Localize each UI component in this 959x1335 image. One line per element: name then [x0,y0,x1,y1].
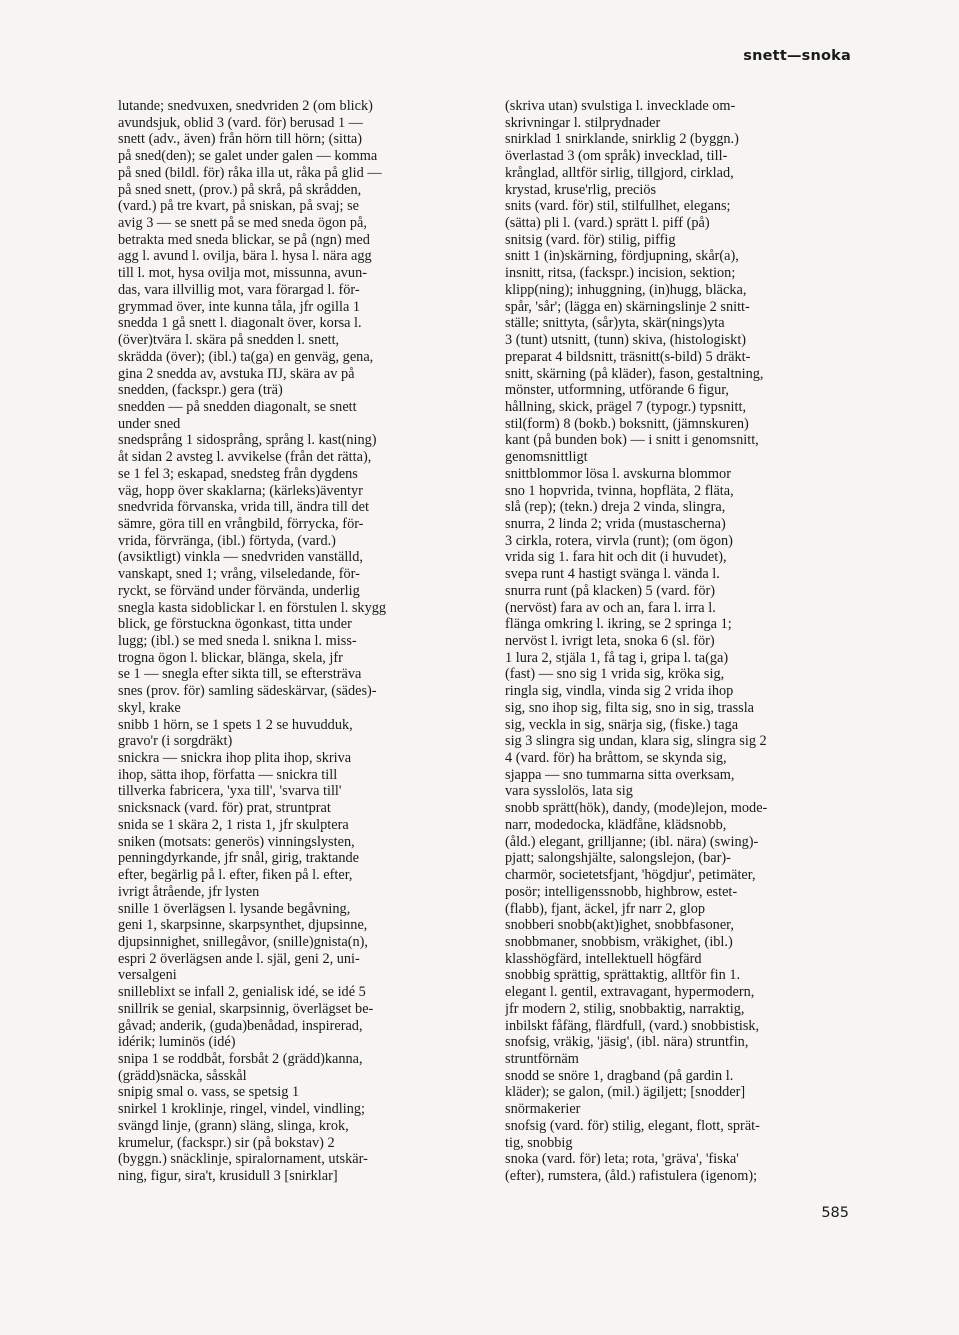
text-line: klipp(ning); inhuggning, (in)hugg, bläcka, [505,281,747,298]
page-number: 585 [821,1205,849,1221]
text-line: grymmad över, inte kunna tåla, jfr ogilla 1 [118,298,361,315]
text-line: krånglad, alltför sirlig, tillgjord, cirklad, [505,164,734,181]
text-line: gravo'r (i sorgdräkt) [118,733,233,750]
text-line: (grädd)snäcka, såsskål [118,1067,247,1084]
text-line: trogna ögon l. blickar, blänga, skela, jfr [118,649,343,666]
text-line: geni 1, skarpsinne, skarpsynthet, djupsinne, [118,917,368,934]
text-line: på sned (bildl. för) råka illa ut, råka på glid — [118,164,382,181]
text-line: jfr modern 2, stilig, snobbaktig, narraktig, [505,1000,745,1017]
right-column [505,98,850,1185]
text-line: skyl, krake [118,699,181,716]
text-line: agg l. avund l. ovilja, bära l. hysa l. nära agg [118,248,372,265]
text-line: (efter), rumstera, (åld.) rafistulera (igenom); [505,1168,758,1184]
text-line: lutande; snedvuxen, snedvriden 2 (om blick) [118,98,373,114]
text-line: 3 (tunt) utsnitt, (tunn) skiva, (histologiskt) [505,332,747,349]
text-line: snipa 1 se roddbåt, forsbåt 2 (grädd)kanna, [118,1050,363,1067]
text-line: sig 3 slingra sig undan, klara sig, slingra sig 2 [505,733,767,750]
text-line: under sned [118,415,181,432]
text-line: ning, figur, sira't, krusidull 3 [snirklar] [118,1168,338,1184]
text-line: idérik; luminös (idé) [118,1034,236,1051]
running-head: snett—snoka [743,48,851,64]
text-line: (byggn.) snäcklinje, spiralornament, utskär- [118,1151,368,1168]
text-line: krumelur, (fackspr.) sir (på bokstav) 2 [118,1134,335,1151]
text-line: kant (på bunden bok) — i snitt i genomsnitt, [505,432,759,449]
text-line: (vard.) på tre kvart, på sniskan, på svaj; se [118,198,359,215]
text-line: kläder); se galon, (mil.) ägiljett; [snodder] [505,1084,746,1101]
text-line: penningdyrkande, jfr snål, girig, traktande [118,850,359,867]
text-line: sig, sno ihop sig, filta sig, sno in sig, trassla [505,699,755,716]
text-line: väg, hopp över skaklarna; (kärleks)äventyr [118,482,363,499]
text-line: snille 1 överlägsen l. lysande begåvning, [118,900,351,917]
text-line: se 1 fel 3; eskapad, snedsteg från dygdens [118,465,358,482]
text-line: snedden — på snedden diagonalt, se snett [118,398,357,415]
text-line: (flabb), fjant, äckel, jfr narr 2, glop [505,900,706,917]
text-line: 1 lura 2, stjäla 1, få tag i, gripa l. ta(ga) [505,649,729,666]
text-line: vrida sig 1. fara hit och dit (i huvudet), [505,549,727,566]
text-line: snirkel 1 kroklinje, ringel, vindel, vindling; [118,1101,365,1118]
text-line: spår, 'sår'; (lägga en) skärningslinje 2 snitt- [505,298,750,315]
text-line: klasshögfärd, intellektuell högfärd [505,950,702,967]
text-line: snodd se snöre 1, dragband (på gardin l. [505,1067,734,1084]
text-line: (skriva utan) svulstiga l. invecklade om- [505,98,736,114]
text-line: nervöst l. ivrigt leta, snoka 6 (sl. för) [505,633,715,649]
text-line: mönster, utformning, utförande 6 figur, [505,382,729,399]
text-line: gåvad; anderik, (guda)benådad, inspirerad, [118,1017,363,1034]
text-line: snitt 1 (in)skärning, fördjupning, skår(a), [505,248,739,265]
text-line: snofsig (vard. för) stilig, elegant, flott, sprät- [505,1117,760,1134]
text-line: ringla sig, vindla, vinda sig 2 vrida ihop [505,683,734,700]
text-line: åt sidan 2 avsteg l. avvikelse (från det rätta), [118,449,372,466]
text-line: struntförnäm [505,1050,579,1067]
text-line: krystad, kruse'rlig, preciös [505,181,657,198]
text-line: (avsiktligt) vinkla — snedvriden vanställd, [118,549,363,566]
text-line: charmör, societetsfjant, 'högdjur', petimäter, [505,867,756,884]
text-line: sig, veckla in sig, snärja sig, (fiske.) taga [505,716,739,733]
text-line: snobb sprätt(hök), dandy, (mode)lejon, mode- [505,800,768,817]
text-line: slå (rep); (tekn.) dreja 2 vinda, slingra, [505,499,726,516]
text-line: snegla kasta sidoblickar l. en förstulen l. skygg [118,599,387,616]
text-line: stil(form) 8 (bokb.) boksnitt, (jämnskuren) [505,415,749,432]
text-line: insnitt, ritsa, (fackspr.) incision, sektion; [505,265,736,282]
text-line: blick, ge förstuckna ögonkast, titta under [118,616,352,633]
text-line: espri 2 överlägsen ande l. själ, geni 2, uni- [118,950,360,967]
text-line: lugg; (ibl.) se med sneda l. snikna l. miss- [118,633,357,649]
text-line: (över)tvära l. skära på snedden l. snett, [118,332,340,349]
text-line: avig 3 — se snett på se med sneda ögon på, [118,215,367,232]
text-line: till l. mot, hysa ovilja mot, missunna, avun- [118,265,367,282]
text-line: sniken (motsats: generös) vinningslysten, [118,833,355,850]
text-line: (fast) — sno sig 1 vrida sig, kröka sig, [505,666,725,683]
text-line: ställe; snittyta, (sår)yta, skär(nings)yta [505,315,725,332]
text-line: betrakta med sneda blickar, se på (ngn) med [118,231,370,248]
text-line: snibb 1 hörn, se 1 spets 1 2 se huvudduk, [118,716,353,733]
text-line: snickra — snickra ihop plita ihop, skriva [118,750,352,767]
text-line: svängd linje, (grann) släng, slinga, krok, [118,1117,349,1134]
text-line: ihop, sätta ihop, författa — snickra till [118,766,338,783]
text-line: das, vara illvillig mot, vara förargad l. för- [118,281,360,298]
text-line: vanskapt, sned 1; vrång, vilseledande, för- [118,566,360,583]
text-line: snits (vard. för) stil, stilfullhet, elegans; [505,198,731,215]
text-line: snida se 1 skära 2, 1 rista 1, jfr skulptera [118,816,349,833]
text-line: efter, begärlig på l. efter, fiken på l. efter, [118,867,353,884]
text-line: snobbig sprättig, sprättaktig, alltför fin 1. [505,967,741,984]
text-line: snittblommor lösa l. avskurna blommor [505,465,731,482]
text-line: snillrik se genial, skarpsinnig, överlägset be- [118,1000,374,1017]
text-line: se 1 — snegla efter sikta till, se eftersträva [118,666,362,683]
text-line: på sned snett, (prov.) på skrå, på skrådden, [118,181,362,198]
text-line: snes (prov. för) samling sädeskärvar, (sädes)- [118,683,377,700]
text-line: versalgeni [118,967,177,984]
text-line: snurra runt (på klacken) 5 (vard. för) [505,582,715,599]
text-line: snofsig, vräkig, 'jäsig', (ibl. nära) struntfin, [505,1034,749,1051]
text-line: ivrigt åtrående, jfr lysten [118,883,260,900]
text-line: sno 1 hopvrida, tvinna, hopfläta, 2 fläta, [505,482,734,499]
text-line: hållning, skick, prägel 7 (typogr.) typsnitt, [505,398,747,415]
text-line: snicksnack (vard. för) prat, struntprat [118,800,331,817]
text-line: tillverka fabricera, 'yxa till', 'svarva till' [118,783,342,800]
text-line: snedda 1 gå snett l. diagonalt över, korsa l. [118,315,362,332]
text-line: snoka (vard. för) leta; rota, 'gräva', 'fiska' [505,1151,739,1168]
text-line: gina 2 snedda av, avstuka ПJ, skära av på [118,365,355,382]
text-line: flänga omkring l. ikring, se 2 springa 1; [505,616,732,633]
text-line: preparat 4 bildsnitt, träsnitt(s-bild) 5 dräkt- [505,348,751,365]
text-line: pjatt; salongshjälte, salongslejon, (bar)- [505,850,731,867]
text-line: snipig smal o. vass, se spetsig 1 [118,1084,300,1101]
text-line: snobbmaner, snobbism, vräkighet, (ibl.) [505,933,733,950]
text-line: snitt, skärning (på kläder), fason, gestaltning, [505,365,764,382]
text-line: skrädda (över); (ibl.) ta(ga) en genväg, gena, [118,348,374,365]
text-line: sjappa — sno tummarna sitta overksam, [505,766,735,783]
text-line: överlastad 3 (om språk) invecklad, till- [505,148,728,165]
text-line: 3 cirkla, rotera, virvla (runt); (om ögon) [505,532,733,549]
text-line: snobberi snobb(akt)ighet, snobbfasoner, [505,917,734,934]
text-line: posör; intelligenssnobb, highbrow, estet- [505,883,738,900]
text-line: elegant l. gentil, extravagant, hypermodern, [505,984,755,1001]
text-line: på sned(den); se galet under galen — komma [118,148,378,165]
text-line: sämre, göra till en vrångbild, förrycka, för- [118,515,364,532]
text-line: snitsig (vard. för) stilig, piffig [505,231,676,248]
text-line: avundsjuk, oblid 3 (vard. för) berusad 1 — [118,114,363,131]
text-line: vara sysslolös, lata sig [505,783,633,800]
text-line: (åld.) elegant, grilljanne; (ibl. nära) (swing)- [505,833,759,850]
text-line: snurra, 2 linda 2; vrida (mustascherna) [505,515,726,532]
text-line: (nervöst) fara av och an, fara l. irra l. [505,599,716,616]
text-line: snedvrida förvanska, vrida till, ändra till det [118,499,369,516]
text-line: (sätta) pli l. (vard.) sprätt l. piff (på) [505,215,710,232]
text-line: genomsnittligt [505,449,588,466]
text-line: vrida, förvränga, (ibl.) förtyda, (vard.) [118,532,336,549]
text-line: ryckt, se förvänd under förvända, underlig [118,582,360,599]
text-line: snirklad 1 snirklande, snirklig 2 (byggn.) [505,131,739,148]
text-line: snilleblixt se infall 2, genialisk idé, se idé 5 [118,984,366,1001]
text-line: svepa runt 4 hastigt svänga l. vända l. [505,566,720,583]
text-line: snedden, (fackspr.) gera (trä) [118,382,283,399]
text-line: snett (adv., även) från hörn till hörn; (sitta) [118,131,363,148]
text-line: djupsinnighet, snillegåvor, (snille)gnista(n), [118,933,368,950]
text-line: inbilskt fåfäng, flärdfull, (vard.) snobbistisk, [505,1017,760,1034]
text-line: 4 (vard. för) ha bråttom, se skynda sig, [505,750,727,767]
text-line: snörmakerier [505,1101,581,1118]
text-line: narr, modedocka, klädfåne, klädsnobb, [505,816,727,833]
text-line: tig, snobbig [505,1134,573,1151]
text-line: snedsprång 1 sidosprång, språng l. kast(ning) [118,432,377,449]
text-line: skrivningar l. stilprydnader [505,114,661,131]
left-column [118,98,463,1185]
